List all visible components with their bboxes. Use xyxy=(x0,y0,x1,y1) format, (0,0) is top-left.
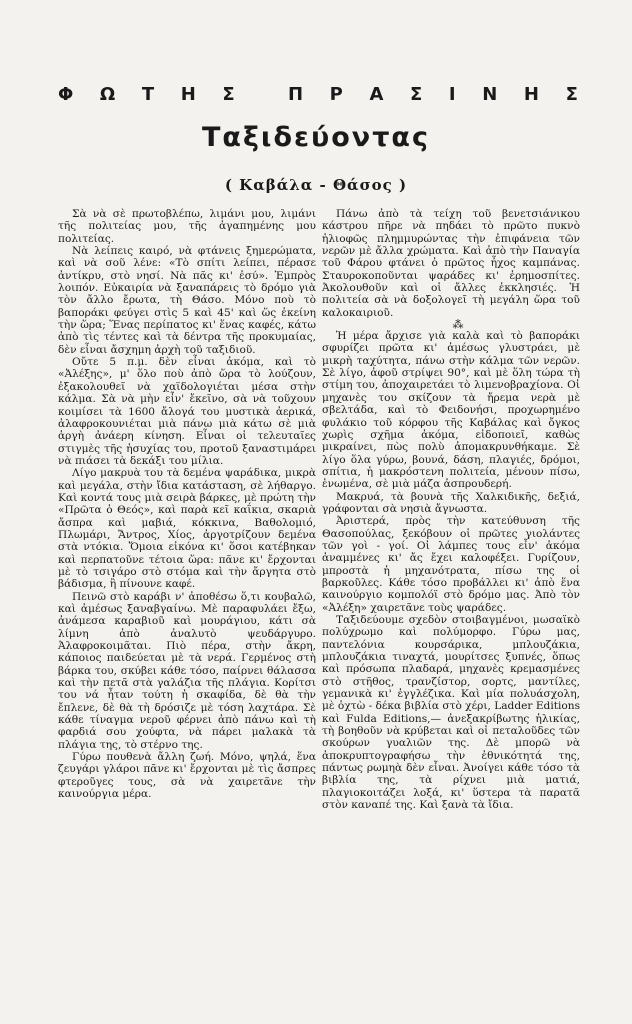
paragraph: Μακρυά, τὰ βουνὰ τῆς Χαλκιδικῆς, δεξιά, γράφονται σὰ νησιὰ ἄγνωστα. xyxy=(322,490,580,515)
author-letter: Ρ xyxy=(329,84,343,105)
paragraph: Νὰ λείπεις καιρό, νὰ φτάνεις ξημερώματα, καὶ νὰ σοῦ λένε: «Τὸ σπίτι λείπει, πέρασε ἀντίκρυ, στὸ νησί. Νὰ πᾶς κι' ἐσύ». Ἐμπρὸς λοιπόν. Εὐκαιρία νὰ ξαναπάρεις τὸ δρόμο γιὰ τὸν ἄλλο ἔρωτα, τὴ Θάσο. Μόνο ποὺ τὸ βαποράκι φεύγει στὶς 5 καὶ 45' καὶ ὥς ἐκείνη τὴν ὥρα; Ἕνας περίπατος κι' ἕνας καφές, κάτω ἀπὸ τὶς τέντες καὶ τὰ δέντρα τῆς προκυμαίας, δὲν εἶναι ἄσχημη ἀρχὴ τοῦ ταξιδιοῦ. xyxy=(58,245,316,356)
author-letter: Σ xyxy=(409,84,423,105)
paragraph: Λίγο μακρυὰ του τὰ δεμένα ψαράδικα, μικρὰ καὶ μεγάλα, στὴν ἴδια κατάσταση, σὲ λήθαργο. Καὶ κοντά τους μιὰ σειρὰ βάρκες, μὲ πρώτη τὴν «Πρῶτα ὁ Θεός», καὶ παρὰ κεῖ καΐκια, σκαριὰ ἄσπρα καὶ μαβιά, κόκκινα, Βαθολομιό, Πλωμάρι, Ἄντρος, Χίος, ἀργοτρίζουν δεμένα στὰ ντόκια. Ὅμοια εἰκόνα κι' ὅσοι κατέβηκαν καὶ περπατοῦνε τέτοια ὥρα: πᾶνε κι' ἔρχονται μὲ τὸ τσιγάρο στὸ στόμα καὶ τὴν ἄργητα στὸ βάδισμα, ἢ πίνουνε καφέ. xyxy=(58,467,316,591)
section-separator: ⁂ xyxy=(452,318,464,332)
paragraph: Ταξιδεύουμε σχεδὸν στοιβαγμένοι, μωσαϊκὸ πολύχρωμο καὶ πολύμορφο. Γύρω μας, παντελόνια κουρσάρικα, μπλουζάκια, μπλουζάκια τιναχτά, μουρίτσες ξυπνές, ὅπως καὶ πρόσωπα πλαδαρά, μηχανὲς κρεμασμένες στὸ στῆθος, τρανζίστορ, σορτς, μαντίλες, γεμανικὰ κι' ἐγγλέζικα. Καὶ μία πολυάσχολη, μὲ ὀχτὼ - δέκα βιβλία στὸ χέρι, Ladder Editions καὶ Fulda Editions,— ἀνεξακρίβωτης ἡλικίας, τὴ βοηθοῦν νὰ κρύβεται καὶ οἱ πεταλοῦδες τῶν σκούρων γυαλιῶν της. Δὲ μπορῶ νὰ ἀποκρυπτογραφήσω τὴν ἐθνικότητά της, πάντως ρωμηὰ δὲν εἶναι. Ἀνοίγει κάθε τόσο τὰ βιβλία της, τὰ ρίχνει μιὰ ματιά, πλαγιοκοιτάζει λοξά, κι' ὕστερα τὰ παρατᾶ στὸν καναπέ της. Καὶ ξανὰ τὰ ἴδια. xyxy=(322,614,581,812)
right-column-part-a xyxy=(322,208,580,319)
paragraph: Ἡ μέρα ἄρχισε γιὰ καλὰ καὶ τὸ βαποράκι σφυρίζει πρῶτα κι' ἀμέσως γλυστράει, μὲ μικρὴ ταχύτητα, πάνω στὴν κάλμα τῶν νερῶν. Σὲ λίγο, ἀφοῦ στρίψει 90°, καὶ μὲ ὅλη τώρα τὴ στίμη του, ἀποχαιρετάει τὸ λιμενοβραχίονα. Οἱ μηχανὲς του σκίζουν τὰ ἤρεμα νερὰ μὲ σβελτάδα, καὶ τὸ Φειδονήσι, προχωρημένο φυλάκιο τοῦ κόρφου τῆς Καβάλας καὶ ὄγκος χωρὶς σχῆμα ἀκόμα, εἰδοποιεῖ, καθὼς μικραίνει, πὼς πολὺ ἀπομακρυνθήκαμε. Σὲ λίγο ὅλα γύρω, βουνά, δάση, πλαγιές, δρόμοι, σπίτια, ἡ μακρόστενη πολιτεία, μένουν πίσω, ἑνωμένα, σὲ μιὰ μάζα ἀσπρουδερή. xyxy=(322,330,580,491)
paragraph: Πάνω ἀπὸ τὰ τείχη τοῦ βενετσιάνικου κάστρου πῆρε νὰ πηδάει τὸ πρῶτο πυκνὸ ἡλιοφῶς πλημμυρώντας τὴν ἐπιφάνεια τῶν νερῶν μὲ ἄλλα χρώματα. Καὶ ἀπὸ τὴν Παναγία τοῦ Φάρου φτάνει ὁ πρῶτος ἦχος καμπάνας. Σταυροκοποῦνται ψαράδες κι' ἐρημοσπίτες. Ἀκολουθοῦν καὶ οἱ ἄλλες ἐκκλησιές. Ἡ πολιτεία σὰ νὰ δοξολογεῖ τὴ μεγάλη ὥρα τοῦ καλοκαιριοῦ. xyxy=(322,208,580,319)
author-letter: Σ xyxy=(222,84,235,105)
paragraph: Πεινῶ στὸ καράβι ν' ἀποθέσω ὅ,τι κουβαλῶ, καὶ ἀμέσως ξαναβγαίνω. Μὲ παραφυλάει ἔξω, ἀνάμεσα καραβιοῦ καὶ μουράγιου, κάτι σὰ λίμνη ἀπὸ ἀναλυτὸ ψευδάργυρο. Ἀλαφροκοιμᾶται. Πιὸ πέρα, στὴν ἄκρη, κάποιος παιδεύεται μὲ τὰ νερά. Γερμένος στὴ βάρκα του, σκύβει κάθε τόσο, παίρνει θάλασσα καὶ τὴν πετᾶ στὰ γαλάζια τῆς πλάγια. Κορίτσι του νά ἦταν τούτη ἡ σκαφίδα, δὲ θὰ τὴν ἔπλενε, δὲ θὰ τὴ δρόσιζε μὲ τόση λαχτάρα. Σὲ κάθε τίναγμα νεροῦ φέρνει ἀπὸ πάνω καὶ τὴ φαρδιά σου χούφτα, νὰ πάρει μαλακὰ τὰ πλάγια της, τὸ στέρνο της. xyxy=(58,590,316,751)
author-letter: Τ xyxy=(141,84,155,105)
article-subtitle: ( Καβάλα - Θάσος ) xyxy=(224,176,408,194)
author-letter: Φ xyxy=(58,84,74,105)
author-letter: Ν xyxy=(482,84,498,105)
author-letter: Σ xyxy=(565,84,578,105)
author-letter: Ι xyxy=(448,84,456,105)
paragraph: Οὔτε 5 π.μ. δὲν εἶναι ἀκόμα, καὶ τὸ «Ἀλέξης», μ' ὅλο ποὺ ἀπὸ ὥρα τὸ λούζουν, ἐξακολουθεῖ νὰ χαϊδολογιέται μέσα στὴν κάλμα. Σὰ νὰ μὴν εἶν' ἔκεῖνο, σὰ νὰ τοῦχουν κοιμίσει τὰ 1600 ἄλογά του μυστικὰ ἀερικά, ἀλαφροκουνιέται μιὰ πάνω μιὰ κάτω σὲ μιὰ ἀργὴ ἀνάερη κίνηση. Εἶναι οἱ τελευταῖες στιγμὲς τῆς ἡσυχίας του, προτοῦ ξαναστιμάρει νὰ πιάσει τὰ δεκάξι του μίλια. xyxy=(58,356,316,467)
right-column xyxy=(322,208,580,812)
paragraph: Γύρω πουθενὰ ἄλλη ζωή. Μόνο, ψηλά, ἕνα ζευγάρι γλάροι πᾶνε κι' ἔρχονται μὲ τὶς ἄσπρες φτεροῦγες τους, σὰ νὰ χαιρετᾶνε τὴν καινούργια μέρα. xyxy=(58,751,316,801)
paragraph: Ἀριστερά, πρὸς τὴν κατεύθυνση τῆς Θασοπούλας, ξεκόβουν οἱ πρῶτες γιολάντες τῶν γοὶ - γοί. Οἱ λάμπες τους εἶν' ἀκόμα ἀναμμένες κι' ἄς ἔχει καλοφέξει. Γυρίζουν, μπροστὰ ἡ μηχανότρατα, πίσω της οἱ βαρκοῦλες. Κάθε τόσο προβάλλει κι' ἀπὸ ἕνα καινούργιο κομπολόϊ στὸ δρόμο μας. Ἀπὸ τὸν «Ἀλέξη» χαιρετᾶνε τοὺς ψαράδες. xyxy=(322,515,580,614)
right-column-part-b xyxy=(322,330,580,811)
author-letter: Α xyxy=(369,84,384,105)
paragraph: Σὰ νὰ σὲ πρωτοβλέπω, λιμάνι μου, λιμάνι τῆς πολιτείας μου, τῆς ἀγαπημένης μου πολιτείας. xyxy=(58,208,316,245)
author-letter: Ω xyxy=(99,84,116,105)
author-letter: Η xyxy=(523,84,539,105)
author-letter: Π xyxy=(287,84,304,105)
author-letter: Η xyxy=(180,84,196,105)
author-name xyxy=(58,84,578,105)
left-column xyxy=(58,208,316,801)
article-title: Ταξιδεύοντας xyxy=(202,122,430,153)
